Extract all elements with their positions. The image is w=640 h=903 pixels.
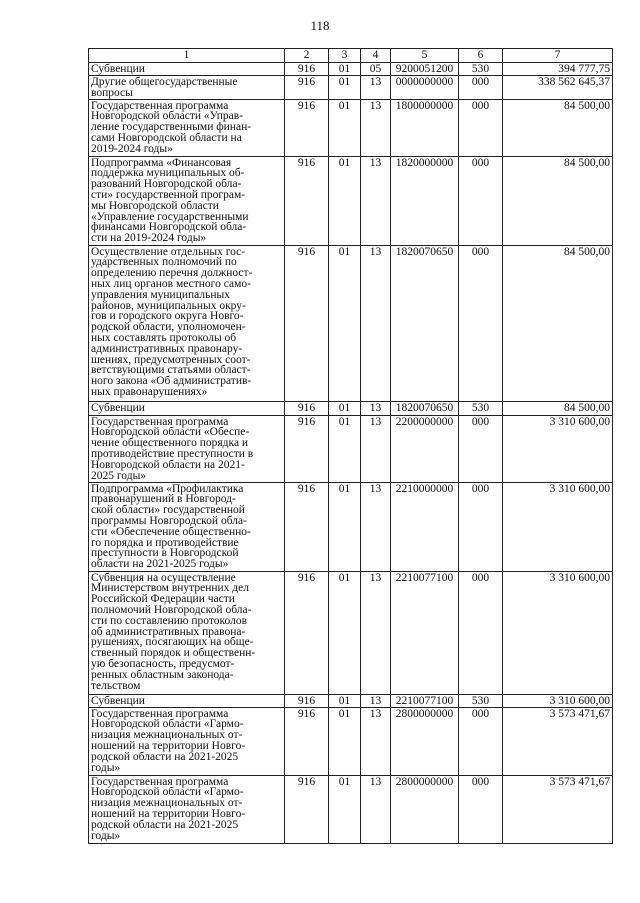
ministry-code: 916 bbox=[285, 245, 329, 401]
amount: 84 500,00 bbox=[503, 99, 613, 156]
table-row bbox=[89, 482, 613, 571]
row-name: Подпрограмма «Профилактика правонарушений в Новгород- ской области» государственной программы Новгородской обла- сти «Обеспечение общественно- го порядка и противодействие преступности в Новгородской области на 2021-2025 годы» bbox=[89, 482, 285, 571]
subsection-code: 13 bbox=[361, 76, 391, 100]
subsection-code: 13 bbox=[361, 775, 391, 843]
expense-type-code: 000 bbox=[459, 76, 503, 100]
row-name: Государственная программа Новгородской области «Управ- ление государственными финан- сами Новгородской области на 2019-2024 годы» bbox=[89, 99, 285, 156]
section-code: 01 bbox=[329, 63, 361, 76]
section-code: 01 bbox=[329, 775, 361, 843]
ministry-code: 916 bbox=[285, 401, 329, 415]
table-row bbox=[89, 775, 613, 843]
expense-type-code: 000 bbox=[459, 775, 503, 843]
column-number-1: 1 bbox=[89, 49, 285, 63]
row-name: Государственная программа Новгородской области «Гармо- низация межнациональных от- ношений на территории Новго- родской области на 2021-2025 годы» bbox=[89, 707, 285, 775]
expense-type-code: 000 bbox=[459, 707, 503, 775]
section-code: 01 bbox=[329, 76, 361, 100]
section-code: 01 bbox=[329, 156, 361, 245]
amount: 3 310 600,00 bbox=[503, 482, 613, 571]
row-name: Субвенция на осуществление Министерством внутренних дел Российской Федерации части полномочий Новгородской обла- сти по составлению протоколов об административных правона- рушениях, посягающих на обще- ственный порядок и общественн- ую безопасность, предусмот- ренных областным законода- тельством bbox=[89, 571, 285, 694]
expense-type-code: 000 bbox=[459, 99, 503, 156]
subsection-code: 13 bbox=[361, 401, 391, 415]
ministry-code: 916 bbox=[285, 482, 329, 571]
table-row bbox=[89, 99, 613, 156]
column-number-3: 3 bbox=[329, 49, 361, 63]
column-number-2: 2 bbox=[285, 49, 329, 63]
amount: 3 573 471,67 bbox=[503, 775, 613, 843]
expense-type-code: 000 bbox=[459, 415, 503, 482]
table-header-row bbox=[89, 49, 613, 63]
row-name: Государственная программа Новгородской области «Обеспе- чение общественного порядка и противодействие преступности в Новгородской области на 2021- 2025 годы» bbox=[89, 415, 285, 482]
expense-type-code: 000 bbox=[459, 482, 503, 571]
ministry-code: 916 bbox=[285, 415, 329, 482]
subsection-code: 13 bbox=[361, 415, 391, 482]
amount: 84 500,00 bbox=[503, 245, 613, 401]
expense-type-code: 530 bbox=[459, 401, 503, 415]
expense-type-code: 000 bbox=[459, 571, 503, 694]
column-number-7: 7 bbox=[503, 49, 613, 63]
amount: 84 500,00 bbox=[503, 156, 613, 245]
expense-type-code: 530 bbox=[459, 63, 503, 76]
column-number-4: 4 bbox=[361, 49, 391, 63]
subsection-code: 05 bbox=[361, 63, 391, 76]
subsection-code: 13 bbox=[361, 707, 391, 775]
ministry-code: 916 bbox=[285, 775, 329, 843]
section-code: 01 bbox=[329, 482, 361, 571]
subsection-code: 13 bbox=[361, 245, 391, 401]
amount: 3 310 600,00 bbox=[503, 571, 613, 694]
table-row bbox=[89, 63, 613, 76]
ministry-code: 916 bbox=[285, 707, 329, 775]
subsection-code: 13 bbox=[361, 571, 391, 694]
target-article-code: 1820000000 bbox=[391, 156, 459, 245]
table-row bbox=[89, 415, 613, 482]
target-article-code: 2210077100 bbox=[391, 694, 459, 707]
ministry-code: 916 bbox=[285, 76, 329, 100]
ministry-code: 916 bbox=[285, 694, 329, 707]
section-code: 01 bbox=[329, 571, 361, 694]
section-code: 01 bbox=[329, 401, 361, 415]
target-article-code: 2800000000 bbox=[391, 707, 459, 775]
target-article-code: 2800000000 bbox=[391, 775, 459, 843]
table-row bbox=[89, 571, 613, 694]
target-article-code: 0000000000 bbox=[391, 76, 459, 100]
column-number-5: 5 bbox=[391, 49, 459, 63]
subsection-code: 13 bbox=[361, 482, 391, 571]
row-name: Субвенции bbox=[89, 401, 285, 415]
row-name: Подпрограмма «Финансовая поддержка муниципальных об- разований Новгородской обла- сти» государственной програм- мы Новгородской области «Управление государственными финансами Новгородской обла- сти на 2019-2024 годы» bbox=[89, 156, 285, 245]
section-code: 01 bbox=[329, 694, 361, 707]
table-row bbox=[89, 245, 613, 401]
page-number: 118 bbox=[310, 18, 330, 33]
amount: 338 562 645,37 bbox=[503, 76, 613, 100]
budget-table bbox=[88, 48, 613, 844]
subsection-code: 13 bbox=[361, 99, 391, 156]
table-row bbox=[89, 401, 613, 415]
row-name: Субвенции bbox=[89, 694, 285, 707]
section-code: 01 bbox=[329, 707, 361, 775]
expense-type-code: 000 bbox=[459, 156, 503, 245]
table-row bbox=[89, 76, 613, 100]
amount: 84 500,00 bbox=[503, 401, 613, 415]
row-name: Другие общегосударственные вопросы bbox=[89, 76, 285, 100]
ministry-code: 916 bbox=[285, 156, 329, 245]
target-article-code: 2210000000 bbox=[391, 482, 459, 571]
table-row bbox=[89, 156, 613, 245]
ministry-code: 916 bbox=[285, 99, 329, 156]
target-article-code: 1800000000 bbox=[391, 99, 459, 156]
target-article-code: 9200051200 bbox=[391, 63, 459, 76]
section-code: 01 bbox=[329, 415, 361, 482]
amount: 3 310 600,00 bbox=[503, 694, 613, 707]
subsection-code: 13 bbox=[361, 694, 391, 707]
section-code: 01 bbox=[329, 99, 361, 156]
expense-type-code: 000 bbox=[459, 245, 503, 401]
row-name: Осуществление отдельных гос- ударственных полномочий по определению перечня должност- ных лиц органов местного само- управления муниципальных районов, муниципальных окру- гов и городского округа Новго- родской области, уполномочен- ных составлять протоколы об административных правонару- шениях, предусмотренных соот- ветствующими статьями област- ного закона «Об административ- ных правонарушениях» bbox=[89, 245, 285, 401]
section-code: 01 bbox=[329, 245, 361, 401]
amount: 394 777,75 bbox=[503, 63, 613, 76]
amount: 3 573 471,67 bbox=[503, 707, 613, 775]
row-name: Государственная программа Новгородской области «Гармо- низация межнациональных от- ношений на территории Новго- родской области на 2021-2025 годы» bbox=[89, 775, 285, 843]
amount: 3 310 600,00 bbox=[503, 415, 613, 482]
target-article-code: 2200000000 bbox=[391, 415, 459, 482]
target-article-code: 2210077100 bbox=[391, 571, 459, 694]
column-number-6: 6 bbox=[459, 49, 503, 63]
row-name: Субвенции bbox=[89, 63, 285, 76]
table-row bbox=[89, 707, 613, 775]
target-article-code: 1820070650 bbox=[391, 401, 459, 415]
subsection-code: 13 bbox=[361, 156, 391, 245]
expense-type-code: 530 bbox=[459, 694, 503, 707]
table-row bbox=[89, 694, 613, 707]
target-article-code: 1820070650 bbox=[391, 245, 459, 401]
ministry-code: 916 bbox=[285, 63, 329, 76]
ministry-code: 916 bbox=[285, 571, 329, 694]
